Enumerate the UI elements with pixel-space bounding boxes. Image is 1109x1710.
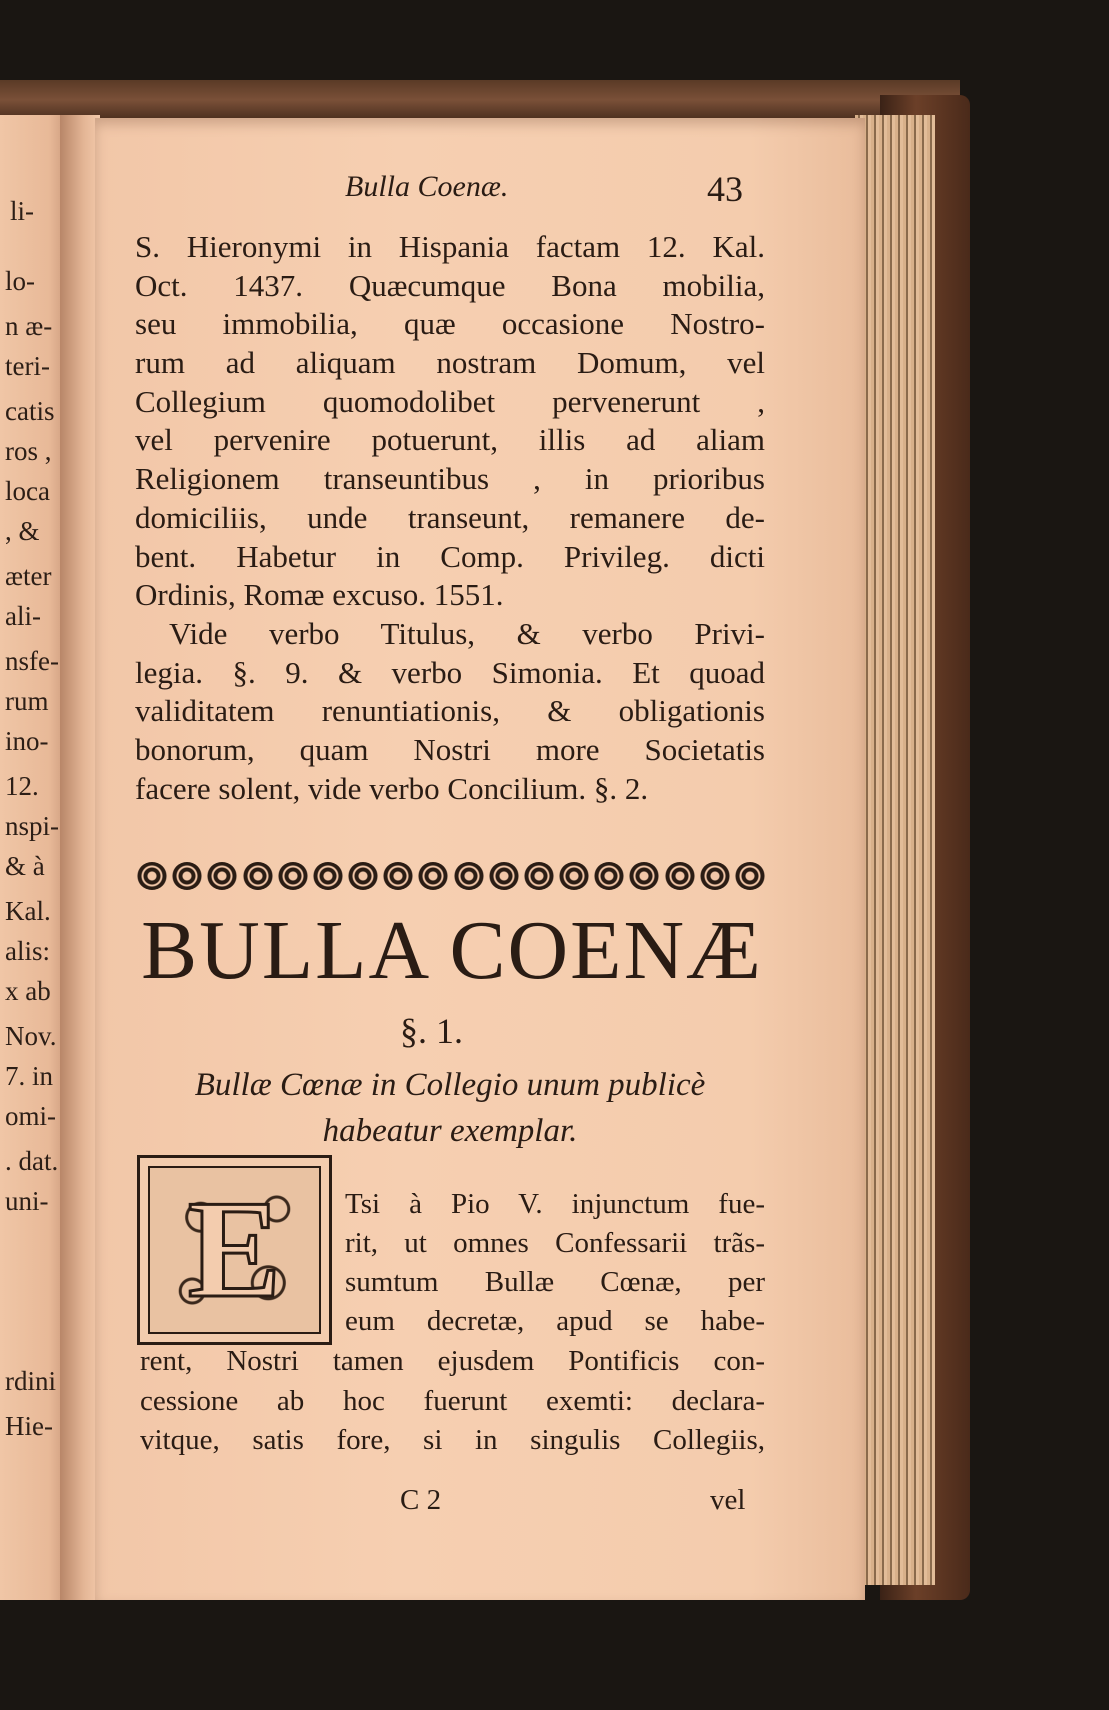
margin-fragment: ros , (5, 436, 52, 466)
text-line: Ordinis, Romæ excuso. 1551. (135, 577, 504, 613)
text-line: seu immobilia, quæ occasione Nostro- (135, 306, 765, 342)
margin-fragment: . dat. (5, 1146, 59, 1176)
ornament-glyph (348, 862, 378, 890)
paragraph-2-indented (345, 1185, 765, 1341)
text-line: eum decretæ, apud se habe- (345, 1305, 765, 1337)
margin-fragment: rum (5, 686, 49, 716)
text-line: Vide verbo Titulus, & verbo Privi- (169, 615, 765, 651)
text-line: rent, Nostri tamen ejusdem Pontificis con- (140, 1345, 765, 1377)
margin-fragment: 12. (5, 771, 39, 801)
margin-fragment: & à (5, 851, 45, 881)
margin-fragment: catis (5, 396, 55, 426)
margin-fragment: 7. in (5, 1061, 54, 1091)
text-line: facere solent, vide verbo Concilium. §. 2. (135, 770, 649, 806)
ornament-glyph (243, 862, 273, 890)
margin-fragment: nspi- (5, 811, 59, 841)
text-line: sumtum Bullæ Cœnæ, per (345, 1266, 765, 1298)
margin-fragment: x ab (5, 976, 51, 1006)
margin-fragment: ino- (5, 726, 49, 756)
signature-mark: C 2 (400, 1484, 442, 1516)
ornament-glyph (454, 862, 484, 890)
ornament-glyph (207, 862, 237, 890)
margin-fragment: Nov. (5, 1021, 57, 1051)
text-line: bonorum, quam Nostri more Societatis (135, 731, 765, 767)
section-title (140, 1062, 760, 1154)
text-line: Religionem transeuntibus , in prioribus (135, 461, 765, 497)
margin-fragment: rdini (5, 1366, 56, 1396)
margin-fragment: Kal. (5, 896, 51, 926)
section-number: §. 1. (400, 1011, 463, 1051)
margin-fragment: li- (10, 196, 34, 226)
paragraph-2-full (140, 1342, 765, 1461)
text-line: rit, ut omnes Confessarii trãs- (345, 1227, 765, 1259)
initial-letter: E (187, 1172, 282, 1327)
margin-fragment: nsfe- (5, 646, 59, 676)
ornament-glyph (735, 862, 765, 890)
ornament-glyph (559, 862, 589, 890)
margin-fragment: lo- (5, 266, 35, 296)
margin-fragment: teri- (5, 351, 50, 381)
ornament-glyph (629, 862, 659, 890)
book-gutter (60, 115, 100, 1600)
margin-fragment: æter (5, 561, 52, 591)
ornament-glyph (313, 862, 343, 890)
text-line: vitque, satis fore, si in singulis Collegiis, (140, 1424, 765, 1456)
text-line: Collegium quomodolibet pervenerunt , (135, 383, 765, 419)
page-number: 43 (707, 169, 743, 209)
ornament-glyph (137, 862, 167, 890)
text-line: S. Hieronymi in Hispania factam 12. Kal. (135, 229, 765, 264)
margin-fragment: omi- (5, 1101, 56, 1131)
ornament-glyph (700, 862, 730, 890)
text-line: domiciliis, unde transeunt, remanere de- (135, 499, 765, 535)
initial-ornament (148, 1166, 321, 1334)
text-line: Tsi à Pio V. injunctum fue- (345, 1188, 765, 1220)
text-line: rum ad aliquam nostram Domum, vel (135, 345, 765, 381)
margin-fragment: ali- (5, 601, 41, 631)
ornament-glyph (489, 862, 519, 890)
section-title-line-1: Bullæ Cœnæ in Collegio unum publicè (194, 1067, 706, 1103)
catchword: vel (710, 1484, 746, 1516)
text-line: Oct. 1437. Quæcumque Bona mobilia, (135, 267, 765, 303)
text-line: cessione ab hoc fuerunt exemti: declara- (140, 1384, 765, 1417)
section-title-line-2: habeatur exemplar. (322, 1113, 578, 1149)
page-fore-edges (855, 115, 935, 1585)
chapter-title: BULLA COENÆ (141, 904, 763, 997)
margin-fragment: loca (5, 476, 50, 506)
book-spine-top (0, 80, 960, 120)
paragraph-1 (135, 228, 765, 808)
ornament-glyph (418, 862, 448, 890)
ornament-glyph (172, 862, 202, 890)
ornament-glyph (524, 862, 554, 890)
ornament-glyph (594, 862, 624, 890)
margin-fragment: uni- (5, 1186, 49, 1216)
text-line: bent. Habetur in Comp. Privileg. dicti (135, 538, 765, 574)
ornamental-divider (137, 862, 765, 890)
text-line: validitatem renuntiationis, & obligationis (135, 693, 765, 729)
ornament-glyph (665, 862, 695, 890)
decorated-initial (137, 1155, 332, 1345)
margin-fragment: n æ- (5, 311, 53, 341)
text-line: legia. §. 9. & verbo Simonia. Et quoad (135, 654, 765, 690)
margin-fragment: alis: (5, 936, 50, 966)
running-head: Bulla Coenæ. (345, 170, 509, 203)
ornament-glyph (383, 862, 413, 890)
text-line: vel pervenire potuerunt, illis ad aliam (135, 422, 765, 458)
ornament-glyph (278, 862, 308, 890)
margin-fragment: Hie- (5, 1411, 53, 1441)
margin-fragment: , & (5, 516, 40, 546)
